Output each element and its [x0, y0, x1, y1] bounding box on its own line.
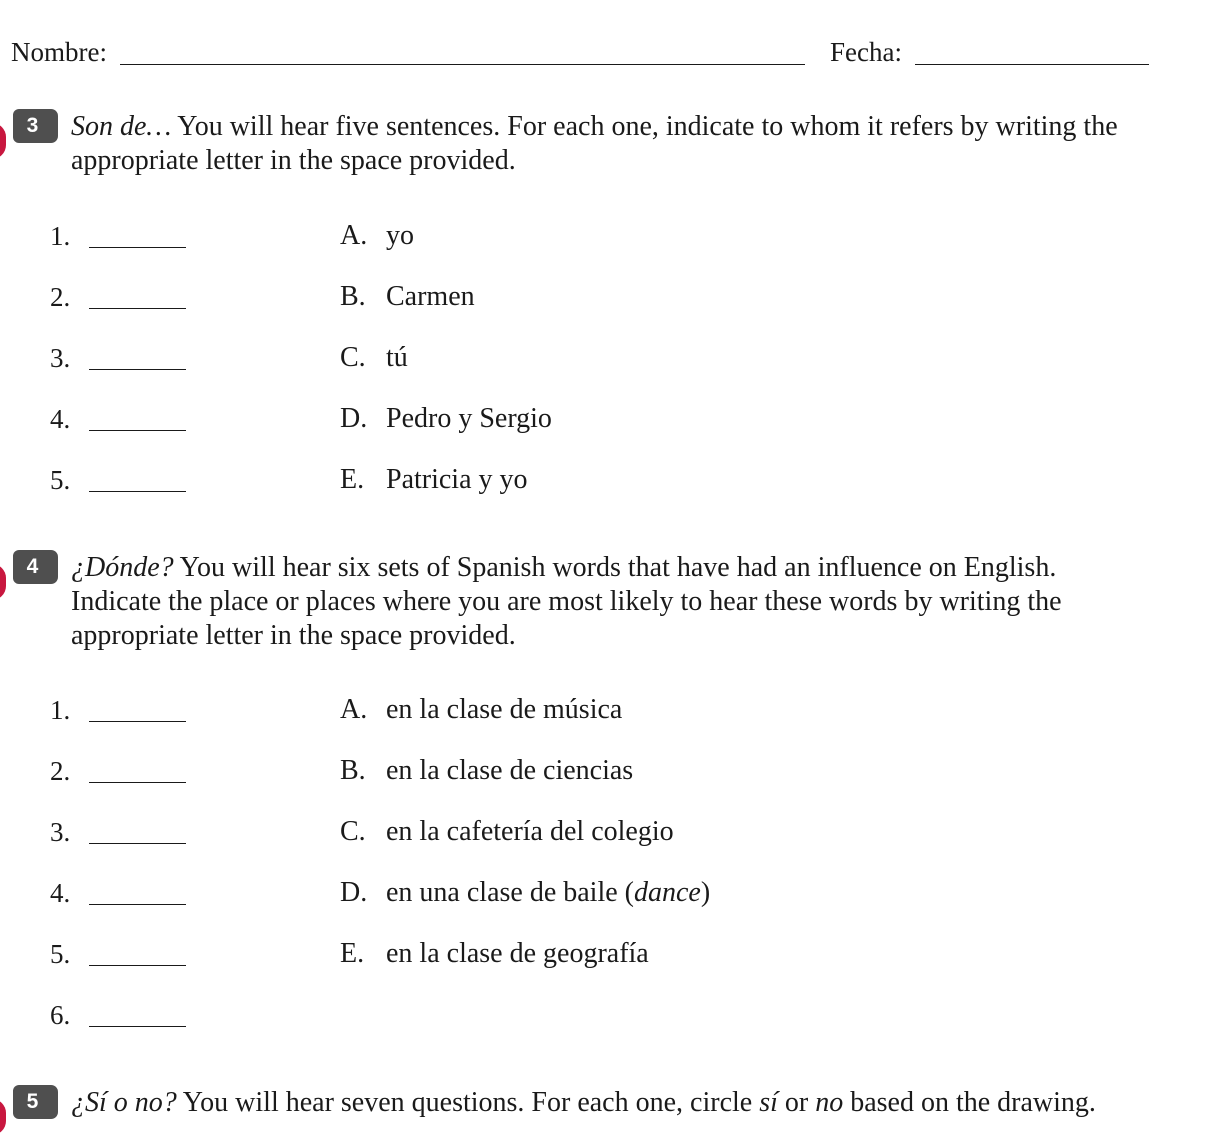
s4-item-number: 3.: [50, 817, 71, 847]
section-3-badge: 3: [13, 109, 58, 143]
s4-item-number: 1.: [50, 695, 71, 725]
s3-item-number: 4.: [50, 404, 71, 434]
s4-answer-blank-5[interactable]: [89, 965, 186, 966]
s3-answer-blank-2[interactable]: [89, 308, 186, 309]
s3-answer-blank-1[interactable]: [89, 247, 186, 248]
s3-option-e: E. Patricia y yo: [340, 464, 528, 495]
s3-item-number: 2.: [50, 282, 71, 312]
s3-option-b: B. Carmen: [340, 281, 475, 312]
s3-item-number: 3.: [50, 343, 71, 373]
s3-option-c: C. tú: [340, 342, 408, 373]
s3-answer-blank-4[interactable]: [89, 430, 186, 431]
section-4-tab: [0, 564, 6, 600]
s4-option-a: A. en la clase de música: [340, 694, 623, 725]
s3-option-d: D. Pedro y Sergio: [340, 403, 552, 434]
date-label: Fecha:: [830, 37, 902, 67]
s3-answer-blank-3[interactable]: [89, 369, 186, 370]
section-4-title: ¿Dónde?: [71, 552, 174, 583]
s3-item-number: 5.: [50, 465, 71, 495]
s3-answer-blank-5[interactable]: [89, 491, 186, 492]
section-4-instructions: ¿Dónde? You will hear six sets of Spanish words that have had an influence on English. Indicate the place or places where you are most likely to hear these words by writing the appropriate letter in the space provided.: [71, 552, 1062, 651]
s3-item-number: 1.: [50, 221, 71, 251]
date-field[interactable]: [915, 64, 1149, 65]
section-5-badge: 5: [13, 1085, 58, 1119]
section-5-tab: [0, 1099, 6, 1135]
section-3-tab: [0, 123, 6, 159]
s4-option-e: E. en la clase de geografía: [340, 938, 649, 969]
s4-item-number: 4.: [50, 878, 71, 908]
s4-answer-blank-1[interactable]: [89, 721, 186, 722]
section-5-title: ¿Sí o no?: [71, 1087, 177, 1118]
s3-option-a: A. yo: [340, 220, 414, 251]
section-5-instructions: ¿Sí o no? You will hear seven questions. For each one, circle sí or no based on the drawing.: [71, 1087, 1096, 1118]
s4-item-number: 6.: [50, 1000, 71, 1030]
s4-answer-blank-4[interactable]: [89, 904, 186, 905]
s4-answer-blank-3[interactable]: [89, 843, 186, 844]
s4-option-d: D. en una clase de baile (dance): [340, 877, 711, 908]
s4-answer-blank-6[interactable]: [89, 1026, 186, 1027]
s4-answer-blank-2[interactable]: [89, 782, 186, 783]
s4-option-b: B. en la clase de ciencias: [340, 755, 634, 786]
section-3-instructions: Son de… You will hear five sentences. For each one, indicate to whom it refers by writing the appropriate letter in the space provided.: [71, 111, 1118, 176]
s4-option-c: C. en la cafetería del colegio: [340, 816, 674, 847]
name-field[interactable]: [120, 64, 805, 65]
section-3-title: Son de…: [71, 111, 172, 142]
s4-item-number: 5.: [50, 939, 71, 969]
name-label: Nombre:: [11, 37, 107, 67]
section-4-badge: 4: [13, 550, 58, 584]
s4-item-number: 2.: [50, 756, 71, 786]
